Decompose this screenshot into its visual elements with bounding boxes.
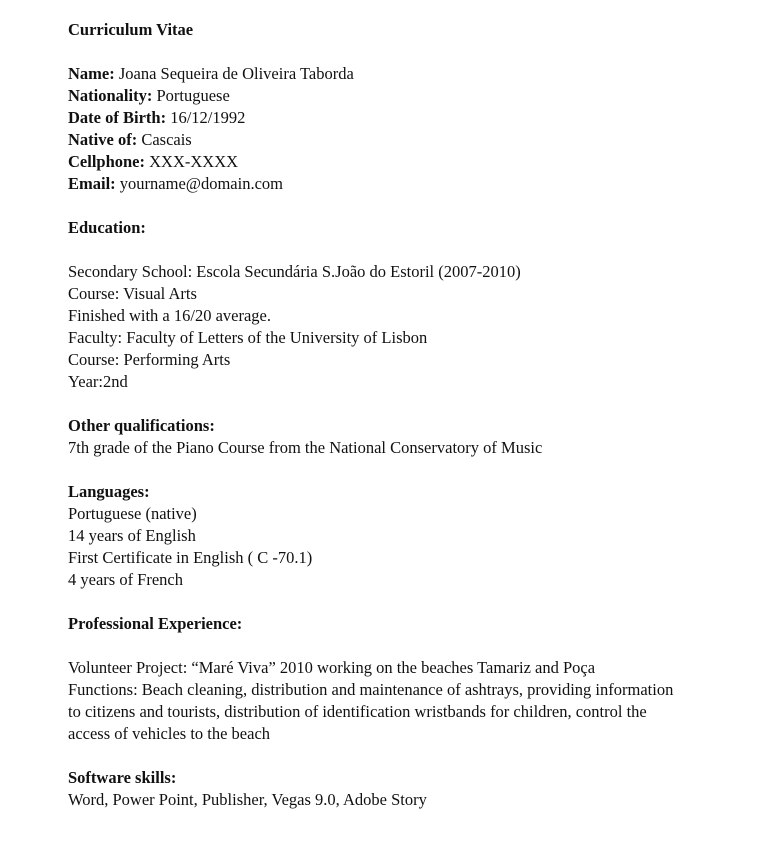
spacer xyxy=(68,239,758,261)
native-row xyxy=(68,129,758,151)
nationality-value: Portuguese xyxy=(156,86,230,105)
name-label: Name: xyxy=(68,64,115,83)
spacer xyxy=(68,41,758,63)
name-row xyxy=(68,63,758,85)
document-title: Curriculum Vitae xyxy=(68,20,194,39)
software-skills-line: Word, Power Point, Publisher, Vegas 9.0, Adobe Story xyxy=(68,790,427,809)
email-value: yourname@domain.com xyxy=(119,174,283,193)
native-value: Cascais xyxy=(141,130,192,149)
software-skills-heading: Software skills: xyxy=(68,768,177,787)
cellphone-row xyxy=(68,151,758,173)
education-line: Year:2nd xyxy=(68,372,128,391)
languages-heading: Languages: xyxy=(68,482,150,501)
education-heading: Education: xyxy=(68,218,146,237)
cellphone-value: XXX-XXXX xyxy=(149,152,239,171)
education-line: Course: Visual Arts xyxy=(68,284,197,303)
education-section xyxy=(68,217,758,393)
qualification-line: 7th grade of the Piano Course from the National Conservatory of Music xyxy=(68,438,543,457)
professional-experience-heading: Professional Experience: xyxy=(68,614,243,633)
nationality-label: Nationality: xyxy=(68,86,153,105)
functions-paragraph: Functions: Beach cleaning, distribution and maintenance of ashtrays, providing information to citizens and tourists, distribution of identification wristbands for children, control the access of vehicles to the beach xyxy=(68,680,674,743)
language-line: First Certificate in English ( C -70.1) xyxy=(68,548,313,567)
native-label: Native of: xyxy=(68,130,138,149)
name-value: Joana Sequeira de Oliveira Taborda xyxy=(118,64,354,83)
spacer xyxy=(68,635,758,657)
personal-info-section xyxy=(68,63,758,195)
other-qualifications-heading: Other qualifications: xyxy=(68,416,215,435)
spacer xyxy=(68,591,758,613)
email-label: Email: xyxy=(68,174,116,193)
education-line: Faculty: Faculty of Letters of the University of Lisbon xyxy=(68,328,428,347)
spacer xyxy=(68,745,758,767)
spacer xyxy=(68,459,758,481)
volunteer-project-line: Volunteer Project: “Maré Viva” 2010 working on the beaches Tamariz and Poça xyxy=(68,658,596,677)
language-line: 4 years of French xyxy=(68,570,184,589)
dob-label: Date of Birth: xyxy=(68,108,167,127)
cv-document xyxy=(68,19,758,811)
education-line: Course: Performing Arts xyxy=(68,350,231,369)
email-row xyxy=(68,173,758,195)
nationality-row xyxy=(68,85,758,107)
language-line: 14 years of English xyxy=(68,526,196,545)
education-line: Finished with a 16/20 average. xyxy=(68,306,271,325)
spacer xyxy=(68,195,758,217)
language-line: Portuguese (native) xyxy=(68,504,197,523)
professional-experience-section xyxy=(68,613,758,745)
cellphone-label: Cellphone: xyxy=(68,152,146,171)
software-skills-section xyxy=(68,767,758,811)
dob-row xyxy=(68,107,758,129)
other-qualifications-section xyxy=(68,415,758,459)
dob-value: 16/12/1992 xyxy=(170,108,246,127)
spacer xyxy=(68,393,758,415)
languages-section xyxy=(68,481,758,591)
education-line: Secondary School: Escola Secundária S.João do Estoril (2007-2010) xyxy=(68,262,521,281)
